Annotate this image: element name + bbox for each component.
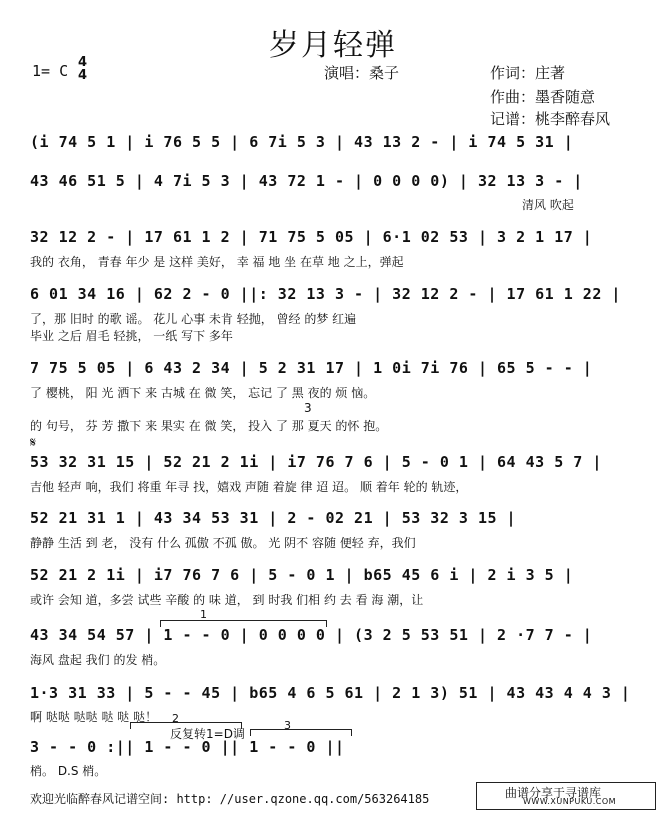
lyric-row-6: 吉他 轻声 响，我们 将重 年寻 找，嬉戏 声随 着旋 律 迢 迢。 顺 着年 轮的 轨迹， (30, 480, 468, 494)
lyric-row-8: 或许 会知 道，多尝 试些 辛酸 的 味 道， 到 时我 们相 约 去 看 海 潮，让 (30, 593, 424, 607)
lyric-row-5a: 了 樱桃， 阳 光 洒下 来 古城 在 微 笑， 忘记 了 黑 夜的 烦 恼。 (30, 386, 376, 400)
lyricist: 作词：庄著 (490, 64, 566, 82)
ending-label-1: 1 (200, 608, 207, 621)
watermark-url: WWW.XUNPUKU.COM (523, 797, 617, 806)
ending-label-2: 2 (172, 712, 179, 725)
segno-sign: 𝄋 (30, 435, 37, 451)
lyric-row-4b: 毕业 之后 眉毛 轻挑， 一纸 写下 多年 (30, 329, 233, 343)
key-signature: 1= C (32, 62, 69, 80)
score-row-3: 32 12 2 - | 17 61 1 2 | 71 75 5 05 | 6·1 02 53 | 3 2 1 17 | (30, 228, 593, 246)
watermark-box (476, 782, 656, 810)
footer-link[interactable]: 欢迎光临醉春风记谱空间: http: //user.qzone.qq.com/563264185 (30, 792, 430, 806)
time-signature-bottom: 4 (78, 68, 88, 83)
ending-bracket-3 (250, 729, 352, 736)
composer: 作曲：墨香随意 (490, 88, 596, 106)
singer: 演唱：桑子 (324, 64, 400, 82)
score-row-1: (i 74 5 1 | i 76 5 5 | 6 7i 5 3 | 43 13 2 - | i 74 5 31 | (30, 133, 574, 151)
repeat-instruction: 反复转1=D调 (170, 727, 245, 741)
lyric-row-11: 梢。 D.S 梢。 (30, 764, 107, 778)
time-signature (78, 56, 87, 82)
page-title: 岁月轻弹 (269, 28, 397, 63)
score-row-9: 43 34 54 57 | 1 - - 0 | 0 0 0 0 | (3 2 5 53 51 | 2 ·7 7 - | (30, 626, 593, 644)
score-row-2: 43 46 51 5 | 4 7i 5 3 | 43 72 1 - | 0 0 0 0) | 32 13 3 - | (30, 172, 583, 190)
transcriber: 记谱：桃李醉春风 (490, 110, 611, 128)
lyric-row-7: 静静 生活 到 老， 没有 什么 孤傲 不孤 傲。 光 阴不 容随 便轻 弃，我们 (30, 536, 416, 550)
watermark-title: 曲谱分享于寻谱库 (505, 786, 602, 800)
score-row-7: 52 21 31 1 | 43 34 53 31 | 2 - 02 21 | 53 32 3 15 | (30, 509, 517, 527)
time-signature-top: 4 (78, 55, 88, 70)
score-row-10: 1·3 31 33 | 5 - - 45 | b65 4 6 5 61 | 2 1 3) 51 | 43 43 4 4 3 | (30, 684, 631, 702)
score-row-8: 52 21 2 1i | i7 76 7 6 | 5 - 0 1 | b65 45 6 i | 2 i 3 5 | (30, 566, 574, 584)
score-row-5: 7 75 5 05 | 6 43 2 34 | 5 2 31 17 | 1 0i 7i 76 | 65 5 - - | (30, 359, 593, 377)
score-row-6: 53 32 31 15 | 52 21 2 1i | i7 76 7 6 | 5 - 0 1 | 64 43 5 7 | (30, 453, 602, 471)
lyric-row-3: 我的 衣角， 青春 年少 是 这样 美好， 幸 福 地 坐 在草 地 之上，弹起 (30, 255, 404, 269)
ending-label-3: 3 (284, 719, 291, 732)
lyric-row-5b: 的 句号， 芬 芳 撒下 来 果实 在 微 笑， 投入 了 那 夏天 的怀 抱。 (30, 419, 388, 433)
lyric-row-9: 海风 盘起 我们 的发 梢。 (30, 653, 166, 667)
score-row-11: 3 - - 0 :|| 1 - - 0 || 1 - - 0 || (30, 738, 345, 756)
verse-number: 3 (304, 401, 312, 415)
score-row-4: 6 01 34 16 | 62 2 - 0 ||: 32 13 3 - | 32 12 2 - | 17 61 1 22 | (30, 285, 621, 303)
lyric-row-4a: 了，那 旧时 的歌 谣。 花儿 心事 未肯 轻抛， 曾经 的梦 红遍 (30, 312, 357, 326)
lyric-row-2: 清风 吹起 (522, 198, 574, 212)
lyric-row-10: 啊 哒哒 哒哒 哒 哒 哒！ (30, 710, 158, 724)
